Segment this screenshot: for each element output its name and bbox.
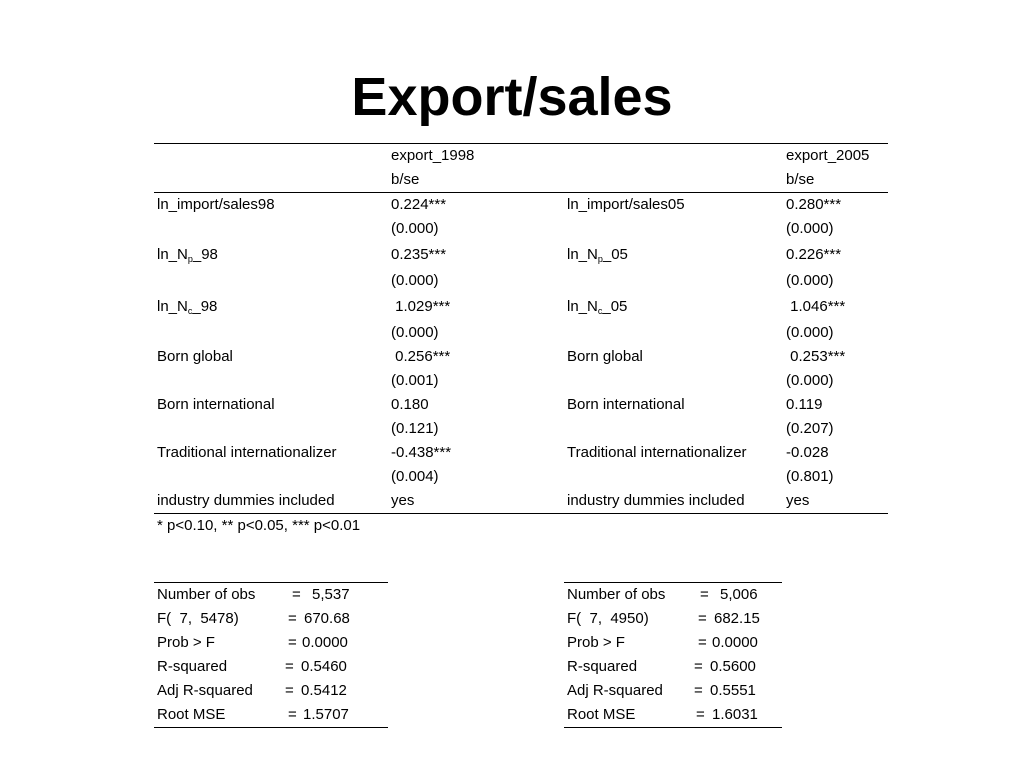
coef-cell: 0.224*** bbox=[391, 196, 447, 213]
coef-cell: 0.256*** bbox=[391, 348, 451, 365]
header-blank bbox=[564, 144, 783, 169]
stats-row bbox=[564, 607, 782, 631]
coef-cell: 0.235*** bbox=[391, 246, 447, 263]
coef-cell: 0.119 bbox=[786, 396, 823, 413]
stats-row bbox=[154, 631, 388, 655]
var-label: ln_import/sales05 bbox=[567, 196, 685, 213]
stat-equals: = bbox=[700, 586, 709, 603]
stat-equals: = bbox=[292, 586, 301, 603]
se-cell: (0.000) bbox=[786, 324, 834, 341]
stats-row bbox=[564, 583, 782, 607]
stat-value: 0.5551 bbox=[710, 682, 756, 699]
se-cell: (0.000) bbox=[786, 220, 834, 237]
var-label: industry dummies included bbox=[564, 489, 783, 514]
var-label: $\ln\_N_c\_98$ bbox=[157, 298, 218, 316]
stat-label: Prob > F bbox=[157, 634, 215, 651]
stat-value: 1.6031 bbox=[712, 706, 758, 723]
table-row-dummies bbox=[154, 489, 888, 514]
stat-value: 0.5600 bbox=[710, 658, 756, 675]
stat-label: Adj R-squared bbox=[157, 682, 253, 699]
stat-label: Adj R-squared bbox=[567, 682, 663, 699]
table-row bbox=[154, 217, 888, 241]
se-cell: (0.000) bbox=[391, 272, 439, 289]
header-blank bbox=[154, 144, 388, 169]
stat-label: Number of obs bbox=[157, 586, 256, 603]
stat-label: R-squared bbox=[567, 658, 638, 675]
stat-equals: = bbox=[698, 610, 707, 627]
stat-label: F( 7, 4950) bbox=[567, 610, 649, 627]
header-stat-left: b/se bbox=[388, 168, 564, 193]
stats-row bbox=[564, 655, 782, 679]
slide-title: Export/sales bbox=[351, 67, 673, 127]
se-cell: (0.207) bbox=[786, 420, 834, 437]
header-row bbox=[154, 168, 888, 193]
model-stats-left bbox=[154, 582, 388, 728]
se-cell: (0.001) bbox=[391, 372, 439, 389]
stat-equals: = bbox=[288, 634, 297, 651]
var-label: industry dummies included bbox=[154, 489, 388, 514]
stat-label: Root MSE bbox=[567, 706, 636, 723]
var-label: ln_import/sales98 bbox=[157, 196, 275, 213]
stat-value: 0.0000 bbox=[302, 634, 348, 651]
stat-equals: = bbox=[285, 658, 294, 675]
coef-cell: -0.438*** bbox=[391, 444, 452, 461]
table-row bbox=[154, 321, 888, 345]
var-label: Traditional internationalizer bbox=[157, 444, 337, 461]
coef-cell: 1.046*** bbox=[786, 298, 846, 315]
stat-value: 670.68 bbox=[304, 610, 350, 627]
stat-value: 1.5707 bbox=[303, 706, 349, 723]
stat-equals: = bbox=[288, 610, 297, 627]
stats-row bbox=[564, 679, 782, 703]
se-cell: (0.000) bbox=[786, 372, 834, 389]
header-blank bbox=[564, 168, 783, 193]
table-row bbox=[154, 441, 888, 465]
coef-cell: 0.253*** bbox=[786, 348, 846, 365]
stat-label: Root MSE bbox=[157, 706, 226, 723]
se-cell: (0.000) bbox=[391, 324, 439, 341]
var-label: $\ln\_N_c\_05$ bbox=[567, 298, 628, 316]
stat-equals: = bbox=[698, 634, 707, 651]
var-label: $\ln\_N_p\_05$ bbox=[567, 246, 628, 264]
coef-cell: 0.180 bbox=[391, 396, 429, 413]
table-row bbox=[154, 293, 888, 321]
coef-cell: 1.029*** bbox=[391, 298, 451, 315]
stat-value: 5,537 bbox=[312, 586, 350, 603]
coef-cell: 0.280*** bbox=[786, 196, 842, 213]
stat-value: 5,006 bbox=[720, 586, 758, 603]
dummy-value: yes bbox=[783, 489, 888, 514]
stats-row bbox=[154, 679, 388, 703]
table-row bbox=[154, 345, 888, 369]
header-dep-left: export_1998 bbox=[388, 144, 564, 169]
stat-equals: = bbox=[694, 658, 703, 675]
var-label: Born international bbox=[157, 396, 275, 413]
model-stats-right bbox=[564, 582, 782, 728]
se-cell: (0.801) bbox=[786, 468, 834, 485]
stat-equals: = bbox=[285, 682, 294, 699]
var-label: Traditional internationalizer bbox=[567, 444, 747, 461]
stats-row bbox=[154, 583, 388, 607]
stat-label: Prob > F bbox=[567, 634, 625, 651]
stats-row bbox=[564, 631, 782, 655]
significance-note: * p<0.10, ** p<0.05, *** p<0.01 bbox=[157, 517, 361, 534]
stats-row bbox=[154, 607, 388, 631]
table-row bbox=[154, 417, 888, 441]
se-cell: (0.121) bbox=[391, 420, 439, 437]
se-cell: (0.000) bbox=[786, 272, 834, 289]
stats-row bbox=[154, 703, 388, 727]
stat-value: 0.5412 bbox=[301, 682, 347, 699]
table-row bbox=[154, 465, 888, 489]
stat-equals: = bbox=[694, 682, 703, 699]
header-blank bbox=[154, 168, 388, 193]
table-row bbox=[154, 393, 888, 417]
stat-value: 682.15 bbox=[714, 610, 760, 627]
stat-value: 0.5460 bbox=[301, 658, 347, 675]
header-dep-right: export_2005 bbox=[783, 144, 888, 169]
stat-label: Number of obs bbox=[567, 586, 666, 603]
coef-cell: 0.226*** bbox=[786, 246, 842, 263]
stat-equals: = bbox=[288, 706, 297, 723]
table-row bbox=[154, 369, 888, 393]
header-row bbox=[154, 144, 888, 169]
table-row bbox=[154, 269, 888, 293]
table-row bbox=[154, 241, 888, 269]
stat-equals: = bbox=[696, 706, 705, 723]
stat-label: R-squared bbox=[157, 658, 228, 675]
se-cell: (0.000) bbox=[391, 220, 439, 237]
header-stat-right: b/se bbox=[783, 168, 888, 193]
coef-cell: -0.028 bbox=[786, 444, 829, 461]
regression-table bbox=[154, 143, 888, 514]
stat-label: F( 7, 5478) bbox=[157, 610, 239, 627]
var-label: $\ln\_N_p\_98$ bbox=[157, 246, 218, 264]
var-label: Born global bbox=[567, 348, 643, 365]
var-label: Born international bbox=[567, 396, 685, 413]
var-label: Born global bbox=[157, 348, 233, 365]
stats-row bbox=[154, 655, 388, 679]
dummy-value: yes bbox=[388, 489, 564, 514]
table-row bbox=[154, 193, 888, 218]
se-cell: (0.004) bbox=[391, 468, 439, 485]
stat-value: 0.0000 bbox=[712, 634, 758, 651]
stats-row bbox=[564, 703, 782, 727]
